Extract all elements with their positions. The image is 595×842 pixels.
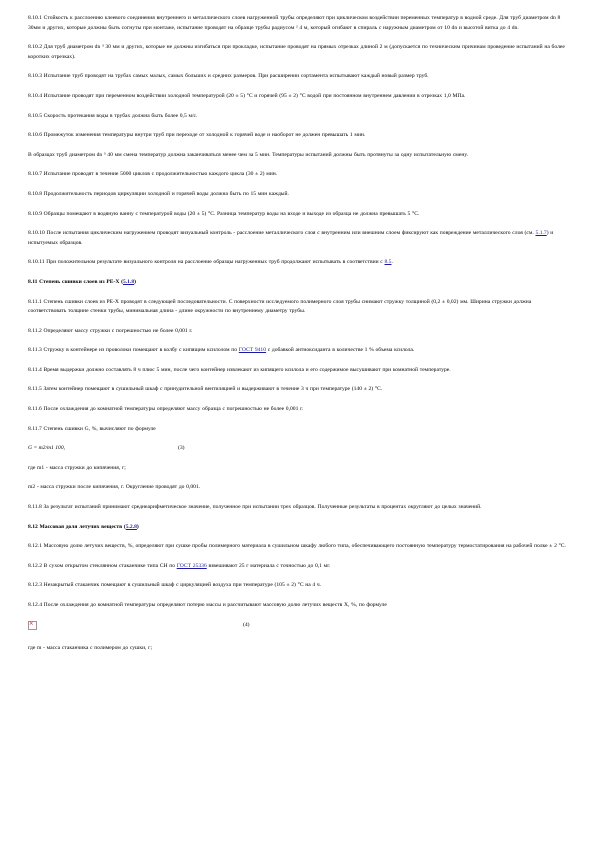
link-8-5[interactable]: 8.5 bbox=[384, 259, 392, 266]
paragraph-8-12-2 bbox=[28, 562, 570, 572]
paragraph-8-10-7: 8.10.7 Испытание проводят в течение 5000 циклов с продолжительностью каждого цикла (30 ± 2) мин. bbox=[28, 171, 278, 178]
paragraph-8-11-6: 8.11.6 После охлаждения до комнатной температуры определяют массу образца с погрешностью не более 0,001 г. bbox=[28, 406, 304, 413]
heading-text: ) bbox=[136, 523, 139, 530]
link-5-1-8[interactable]: 5.1.8 bbox=[122, 278, 135, 285]
paragraph-where-m1: где m1 - масса стружки до кипячения, г; bbox=[28, 464, 126, 471]
formula-expression: G = m2/m1 100, bbox=[28, 445, 66, 452]
paragraph-where-m: где m - масса стаканчика с полимером до сушки, г; bbox=[28, 644, 153, 651]
link-5-1-7[interactable]: 5.1.7 bbox=[535, 230, 547, 237]
paragraph-8-10-8: 8.10.8 Продолжительность периодов циркуляции холодной и горячей воды должна быть по 15 мин каждый. bbox=[28, 190, 289, 197]
paragraph-8-10-3: 8.10.3 Испытание труб проводят на трубах самых малых, самых больших и средних размеров. При расширении сортамента испытывают каждый новый размер труб. bbox=[28, 73, 429, 80]
paragraph-text: ) и испытуемых образцов. bbox=[28, 230, 554, 246]
paragraph-8-10-2: 8.10.2 Для труб диаметром dn ³ 30 мм и других, которые не должны изгибаться при прокладке, испытание проводят на прямых отрезках длиной 2 м (допускается по техническим причинам проведение испытаний на более коротких отрезках). bbox=[28, 44, 565, 60]
paragraph-8-12-4: 8.12.4 После охлаждения до комнатной температуры определяют потерю массы и рассчитывают массовую долю летучих веществ X, %, по формуле bbox=[28, 602, 387, 608]
paragraph-8-11-2: 8.11.2 Определяют массу стружки с погрешностью не более 0,001 г. bbox=[28, 327, 193, 334]
paragraph-8-10-1: 8.10.1 Стойкость к расслоению клеевого соединения внутреннего и металлического слоев нагруженной трубы определяют при циклическом воздействии переменных температур в водной среде. Для труб диаметром dn 8 30мм и других, которые должны быть согнуты при монтаже, испытание проводят на образце трубы радиусом ² 4 м, который огибают в спираль с наружным диаметром от 10 dn и высотой витка до 4 dn. bbox=[28, 15, 561, 31]
paragraph-8-11-1: 8.11.1 Степень сшивки слоев из PE-X проводят в следующей последовательности. С поверхности исследуемого полимерного слоя трубы снимают стружку толщиной (0,2 ± 0,02) мм. Ширина стружки должна соответствовать толщине стенки трубы, минимальная длина - длине окружности по внутреннему диаметру трубы. bbox=[28, 298, 532, 315]
paragraph-m2: m2 - масса стружки после кипячения, г. Округление проводят до 0,001. bbox=[28, 484, 201, 491]
section-heading-8-11 bbox=[28, 278, 570, 288]
paragraph-text: 8.11.3 Стружку в контейнере из проволоки помещают в колбу с кипящим ксилолом по bbox=[28, 347, 239, 354]
paragraph-8-11-7: 8.11.7 Степень сшивки G, %, вычисляют по формуле bbox=[28, 425, 156, 432]
link-gost-9410[interactable]: ГОСТ 9410 bbox=[238, 347, 267, 354]
paragraph-text: 8.10.11 При положительном результате визуального контроля на расслоение образцы нагруженных труб продолжают испытывать в соответствии с bbox=[28, 259, 385, 266]
paragraph-8-11-8: 8.11.8 За результат испытаний принимают среднеарифметическое значение, полученное при испытании трех образцов. Полученные результаты в процентах округляют до целых значений. bbox=[28, 504, 482, 511]
heading-text: 8.11 Степень сшивки слоев из PE-X ( bbox=[28, 278, 123, 285]
paragraph-8-11-4: 8.11.4 Время выдержки должно составлять 8 ч плюс 5 мин, после чего контейнер извлекают из кипящего ксилола и его содержимое высушивают при комнатной температуре. bbox=[28, 366, 451, 373]
broken-image-icon bbox=[28, 621, 37, 630]
paragraph-8-10-10 bbox=[28, 229, 570, 248]
paragraph-text: . bbox=[391, 259, 393, 266]
paragraph-8-12-3: 8.12.3 Незакрытый стаканчик помещают в сушильный шкаф с циркуляцией воздуха при температуре (105 ± 2) °С на 4 ч. bbox=[28, 582, 322, 589]
paragraph-8-10-9: 8.10.9 Образцы помещают в водяную ванну с температурой воды (20 ± 5) °С. Разница температур воды на входе и выходе из образца не должна превышать 5 °С. bbox=[28, 210, 420, 217]
formula-number: (3) bbox=[178, 445, 185, 452]
paragraph-8-10-6: 8.10.6 Промежуток изменения температуры внутри труб при переходе от холодной к горячей воде и наоборот не должен превышать 1 мин. bbox=[28, 132, 366, 139]
formula-number: (4) bbox=[243, 622, 250, 629]
paragraph-8-11-3 bbox=[28, 346, 570, 356]
document-page bbox=[28, 14, 570, 663]
paragraph-8-10-11 bbox=[28, 258, 570, 268]
paragraph-temperature-change: В образцах труб диаметром dn ³ 40 мм смена температур должна заканчиваться менее чем за 5 мин. Температуры испытаний должны быть протянуты за одну испытательную смену. bbox=[28, 151, 468, 158]
paragraph-text: взвешивают 25 г материала с точностью до 0,1 мг. bbox=[206, 562, 331, 569]
paragraph-text: 8.12.2 В сухом открытом стеклянном стаканчике типа СН по bbox=[28, 562, 177, 569]
paragraph-text: 8.10.10 После испытания циклическим нагружением проводят визуальный контроль - расслоение металлического слоя с внутренним или внешним слоем фиксируют как повреждение металлического слоя (см. bbox=[28, 230, 536, 237]
link-gost-25336[interactable]: ГОСТ 25336 bbox=[176, 562, 207, 569]
heading-text: 8.12 Массовая доля летучих веществ ( bbox=[28, 523, 126, 530]
formula-3 bbox=[28, 444, 570, 454]
paragraph-8-11-5: 8.11.5 Затем контейнер помещают в сушильный шкаф с принудительной вентиляцией и выдерживают в течение 3 ч при температуре (140 ± 2) °С. bbox=[28, 386, 383, 393]
paragraph-text: с добавкой антиоксиданта в количестве 1 % объема ксилола. bbox=[266, 347, 415, 354]
paragraph-8-10-4: 8.10.4 Испытание проводят при переменном воздействии холодной температурой (20 ± 5) °С и горячей (95 ± 2) °С водой при постоянном внутреннем давлении в отрезках 1,0 МПа. bbox=[28, 92, 466, 99]
section-heading-8-12 bbox=[28, 523, 570, 533]
link-5-2-8[interactable]: 5.2.8 bbox=[125, 523, 137, 530]
paragraph-8-10-5: 8.10.5 Скорость протекания воды в трубах должна быть более 0,5 м/с. bbox=[28, 112, 198, 119]
formula-4 bbox=[28, 621, 570, 630]
paragraph-8-12-1: 8.12.1 Массовую долю летучих веществ, %, определяют при сушке пробы полимерного материала в сушильном шкафу любого типа, обеспечивающего постоянную температуру термостатирования на рабочей полке ± 2 °С. bbox=[28, 543, 566, 550]
heading-text: ) bbox=[134, 278, 137, 285]
